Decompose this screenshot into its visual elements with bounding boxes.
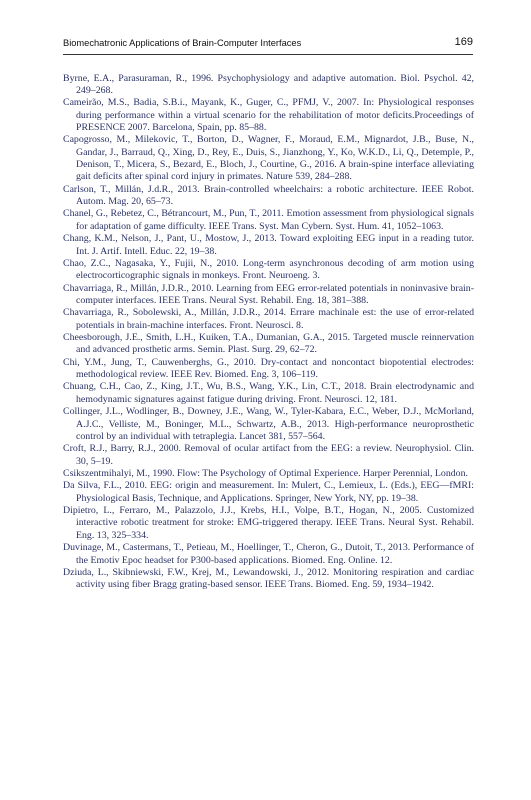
running-title: Biomechatronic Applications of Brain-Computer Interfaces — [63, 38, 302, 48]
reference-entry: Chanel, G., Rebetez, C., Bétrancourt, M., Pun, T., 2011. Emotion assessment from physiological signals for adaptation of game difficulty. IEEE Trans. Syst. Man Cybern. Syst. Hum. 41, 1052–1063. — [63, 208, 474, 232]
reference-list — [63, 73, 474, 592]
page-number: 169 — [454, 36, 473, 48]
reference-entry: Chang, K.M., Nelson, J., Pant, U., Mostow, J., 2013. Toward exploiting EEG input in a reading tutor. Int. J. Artif. Intell. Educ. 22, 19–38. — [63, 233, 474, 257]
running-header — [63, 36, 473, 55]
reference-entry: Duvinage, M., Castermans, T., Petieau, M., Hoellinger, T., Cheron, G., Dutoit, T., 2013. Performance of the Emotiv Epoc headset for P300-based applications. Biomed. Eng. Online. 12. — [63, 542, 474, 566]
reference-entry: Chuang, C.H., Cao, Z., King, J.T., Wu, B.S., Wang, Y.K., Lin, C.T., 2018. Brain electrodynamic and hemodynamic signatures against fatigue during driving. Front. Neurosci. 12, 181. — [63, 381, 474, 405]
reference-entry: Da Silva, F.L., 2010. EEG: origin and measurement. In: Mulert, C., Lemieux, L. (Eds.), EEG—fMRI: Physiological Basis, Technique, and Applications. Springer, New York, NY, pp. 19–38. — [63, 480, 474, 504]
reference-entry: Croft, R.J., Barry, R.J., 2000. Removal of ocular artifact from the EEG: a review. Neurophysiol. Clin. 30, 5–19. — [63, 443, 474, 467]
reference-entry: Byrne, E.A., Parasuraman, R., 1996. Psychophysiology and adaptive automation. Biol. Psychol. 42, 249–268. — [63, 72, 474, 96]
reference-entry: Carlson, T., Millán, J.d.R., 2013. Brain-controlled wheelchairs: a robotic architecture. IEEE Robot. Autom. Mag. 20, 65–73. — [63, 183, 474, 208]
reference-entry: Chao, Z.C., Nagasaka, Y., Fujii, N., 2010. Long-term asynchronous decoding of arm motion using electrocorticographic signals in monkeys. Front. Neuroeng. 3. — [63, 257, 474, 282]
reference-entry: Chavarriaga, R., Sobolewski, A., Millán, J.D.R., 2014. Errare machinale est: the use of error-related potentials in brain-machine interfaces. Front. Neurosci. 8. — [63, 307, 474, 331]
reference-entry: Capogrosso, M., Milekovic, T., Borton, D., Wagner, F., Moraud, E.M., Mignardot, J.B., Buse, N., Gandar, J., Barraud, Q., Xing, D., Rey, E., Duis, S., Jianzhong, Y., Ko, W.K.D., Li, Q., Detemple, P., Denison, T., Micera, S., Bezard, E., Bloch, J., Courtine, G., 2016. A brain-spine interface alleviating gait deficits after spinal cord injury in primates. Nature 539, 284–288. — [63, 134, 474, 183]
reference-entry: Collinger, J.L., Wodlinger, B., Downey, J.E., Wang, W., Tyler-Kabara, E.C., Weber, D.J., McMorland, A.J.C., Velliste, M., Boninger, M.L., Schwartz, A.B., 2013. High-performance neuroprosthetic control by an individual with tetraplegia. Lancet 381, 557–564. — [63, 406, 474, 442]
reference-entry: Cheesborough, J.E., Smith, L.H., Kuiken, T.A., Dumanian, G.A., 2015. Targeted muscle reinnervation and advanced prosthetic arms. Semin. Plast. Surg. 29, 62–72. — [63, 332, 474, 356]
reference-entry: Chavarriaga, R., Millán, J.D.R., 2010. Learning from EEG error-related potentials in noninvasive brain-computer interfaces. IEEE Trans. Neural Syst. Rehabil. Eng. 18, 381–388. — [63, 282, 474, 306]
reference-entry: Dziuda, L., Skibniewski, F.W., Krej, M., Lewandowski, J., 2012. Monitoring respiration and cardiac activity using fiber Bragg grating-based sensor. IEEE Trans. Biomed. Eng. 59, 1934–1942. — [63, 566, 474, 591]
reference-entry: Csikszentmihalyi, M., 1990. Flow: The Psychology of Optimal Experience. Harper Perennial, London. — [63, 468, 468, 479]
reference-entry: Cameirão, M.S., Badia, S.B.i., Mayank, K., Guger, C., PFMJ, V., 2007. In: Physiological responses during performance within a virtual scenario for the rehabilitation of motor deficits.Proceedings of PRESENCE 2007. Barcelona, Spain, pp. 85–88. — [63, 97, 474, 133]
reference-entry: Dipietro, L., Ferraro, M., Palazzolo, J.J., Krebs, H.I., Volpe, B.T., Hogan, N., 2005. Customized interactive robotic treatment for stroke: EMG-triggered therapy. IEEE Trans. Neural Syst. Rehabil. Eng. 13, 325–334. — [63, 505, 474, 541]
reference-entry: Chi, Y.M., Jung, T., Cauwenberghs, G., 2010. Dry-contact and noncontact biopotential electrodes: methodological review. IEEE Rev. Biomed. Eng. 3, 106–119. — [63, 356, 474, 381]
